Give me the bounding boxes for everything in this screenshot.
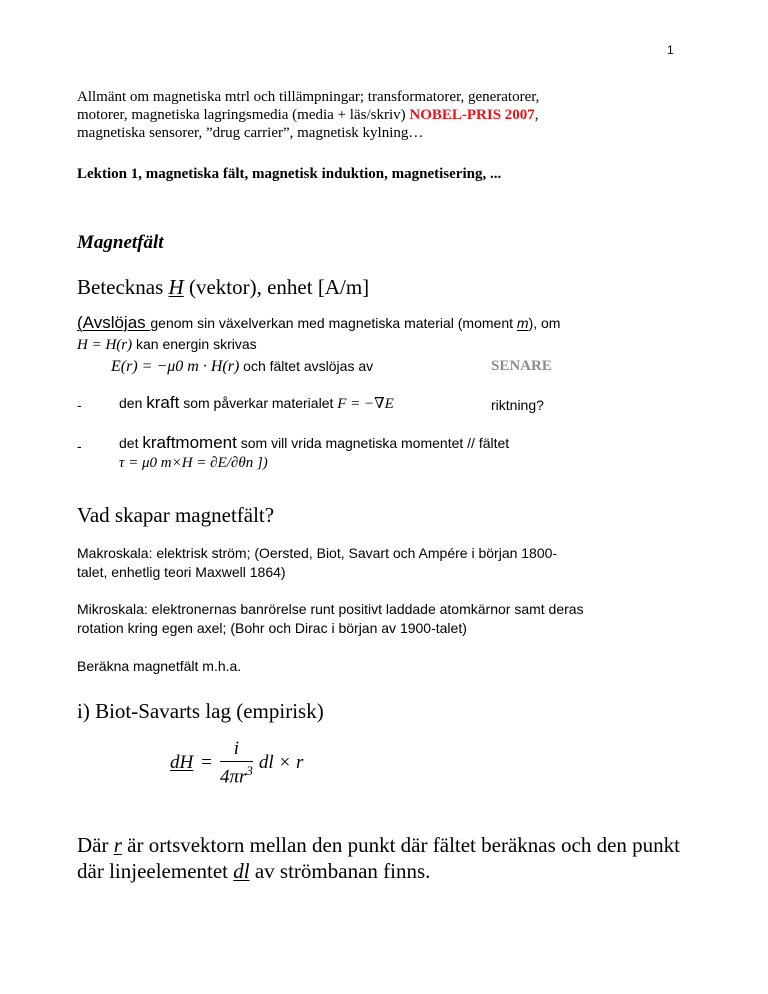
avslojas-big: (Avslöjas xyxy=(77,313,151,332)
force-big: kraft xyxy=(146,393,180,412)
question-heading: Vad skapar magnetfält? xyxy=(77,503,275,527)
h-vector-symbol: H xyxy=(168,275,184,299)
formula-denominator xyxy=(220,762,253,788)
formula-fraction xyxy=(220,738,253,788)
conclusion-text-2: av strömbanan finns. xyxy=(249,859,431,883)
intro-line-2 xyxy=(77,106,539,125)
formula-numerator: i xyxy=(220,738,253,762)
micro-line-1: Mikroskala: elektronernas banrörelse runt positivt laddade atomkärnor samt deras xyxy=(77,601,584,617)
avslojas-energy-text: kan energin skrivas xyxy=(132,336,257,352)
direction-question: riktning? xyxy=(491,397,544,413)
dl-symbol: dl xyxy=(233,859,250,883)
intro-line-1: Allmänt om magnetiska mtrl och tillämpningar; transformatorer, generatorer, xyxy=(77,89,540,105)
formula-denominator-base: 4πr xyxy=(219,766,247,788)
force-dash: - xyxy=(77,397,82,413)
energy-line xyxy=(111,357,373,376)
formula-equals: = xyxy=(201,752,212,774)
biot-savart-heading: i) Biot-Savarts lag (empirisk) xyxy=(77,699,324,723)
conclusion-pre: Där xyxy=(77,833,114,857)
torque-text: som vill vrida magnetiska momentet // fältet xyxy=(236,435,510,451)
force-text: som påverkar materialet xyxy=(179,395,338,411)
torque-pre: det xyxy=(119,435,143,451)
h-of-r-equation: H = H(r) xyxy=(77,337,133,353)
betecknas-unit: (vektor), enhet [A/m] xyxy=(183,275,370,299)
senare-label: SENARE xyxy=(491,358,552,374)
micro-line-2: rotation kring egen axel; (Bohr och Dirac i början av 1900-talet) xyxy=(77,620,467,636)
berakna-text: Beräkna magnetfält m.h.a. xyxy=(77,658,242,674)
macro-line-2: talet, enhetlig teori Maxwell 1864) xyxy=(77,564,286,580)
nobel-prize-highlight: NOBEL-PRIS 2007 xyxy=(409,107,535,123)
conclusion-pre-2: där linjeelementet xyxy=(77,859,234,883)
intro-line-3: magnetiska sensorer, ”drug carrier”, magnetisk kylning… xyxy=(77,125,424,141)
r-symbol: r xyxy=(113,833,122,857)
conclusion-text-1: är ortsvektorn mellan den punkt där fältet beräknas och den punkt xyxy=(121,833,680,857)
avslojas-text: genom sin växelverkan med magnetiska material (moment xyxy=(150,315,517,331)
force-pre: den xyxy=(119,395,147,411)
avslojas-end: ), om xyxy=(528,315,561,331)
conclusion-line-2 xyxy=(77,858,430,884)
formula-exponent: 3 xyxy=(246,763,253,778)
intro-line-2-text: motorer, magnetiska lagringsmedia (media + läs/skriv) xyxy=(77,107,410,123)
avslojas-line-1 xyxy=(77,313,560,333)
formula-rhs: dl × r xyxy=(258,752,304,774)
page-number: 1 xyxy=(667,43,674,57)
conclusion-line-1 xyxy=(77,832,680,858)
lesson-heading: Lektion 1, magnetiska fält, magnetisk induktion, magnetisering, ... xyxy=(77,166,502,182)
betecknas-line xyxy=(77,274,369,300)
energy-equation: E(r) = −μ0 m · H(r) xyxy=(111,358,240,375)
intro-line-2-end: , xyxy=(534,107,539,123)
formula-lhs: dH xyxy=(170,752,194,774)
torque-equation: τ = μ0 m×H = ∂E/∂θn ]) xyxy=(119,455,268,471)
force-bullet xyxy=(119,393,394,413)
biot-savart-formula xyxy=(170,738,303,788)
m-symbol: m xyxy=(516,315,529,331)
macro-line-1: Makroskala: elektrisk ström; (Oersted, Biot, Savart och Ampére i början 1800- xyxy=(77,545,558,561)
betecknas-text: Betecknas xyxy=(77,275,169,299)
energy-text: och fältet avslöjas av xyxy=(239,358,374,374)
force-equation: F = −∇E xyxy=(337,396,394,412)
torque-big: kraftmoment xyxy=(142,433,237,452)
avslojas-line-2 xyxy=(77,335,257,354)
torque-dash: - xyxy=(77,438,82,454)
section-title: Magnetfält xyxy=(77,232,164,253)
torque-bullet xyxy=(119,433,509,453)
